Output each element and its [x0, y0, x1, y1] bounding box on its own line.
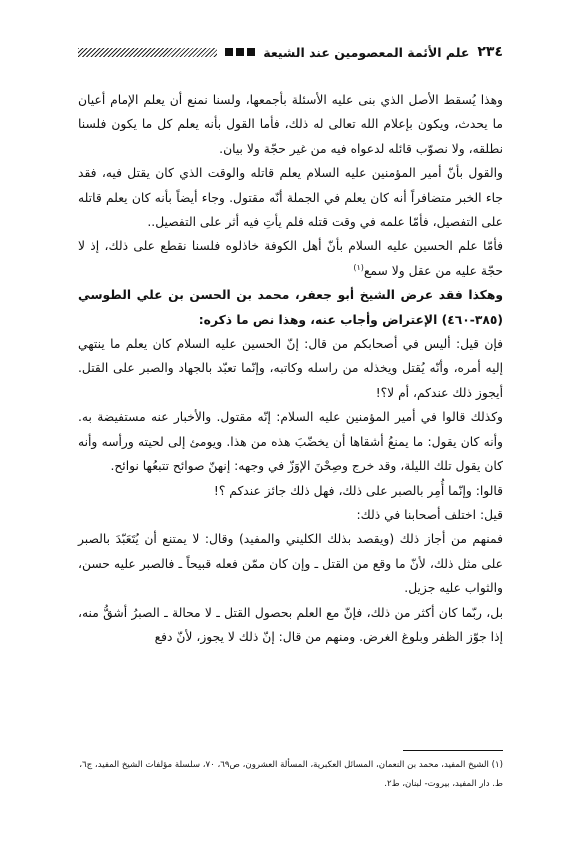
paragraph: بل، ربّما كان أكثر من ذلك، فإنّ مع العلم بحصول القتل ـ لا محالة ـ الصبرُ أشقُّ منه، إذا جوّز الظفر وبلوغ الغرض. ومنهم من قال: إنّ ذلك لا يجوز، لأنّ دفع	[78, 605, 503, 644]
running-title: علم الأئمة المعصومين عند الشيعة	[263, 44, 470, 60]
footnote-divider	[403, 750, 503, 751]
page-body	[78, 88, 503, 649]
paragraph: فمنهم من أجاز ذلك (ويقصد بذلك الكليني والمفيد) وقال: لا يمتنع أن يُتَعَبّدَ بالصبر على مثل ذلك، لأنّ ما وقع من القتل ـ وإن كان ممّن فعله قبيحاً ـ فالصبر عليه حسن، والثواب عليه جزيل.	[78, 532, 503, 596]
running-header	[78, 40, 503, 64]
paragraph: قالوا: وإنّما أُمِر بالصبر على ذلك، فهل ذلك جائز عندكم ؟!	[213, 483, 503, 498]
footnote-marker: (١)	[353, 262, 364, 272]
paragraph: قيل: اختلف أصحابنا في ذلك:	[356, 507, 503, 522]
header-ornament-squares	[225, 48, 255, 56]
header-ornament-hatch	[78, 48, 217, 57]
footnote-line: ط. دار المفيد، بيروت- لبنان، ط٢.	[384, 779, 503, 789]
footnotes	[78, 756, 503, 794]
paragraph: والقول بأنّ أمير المؤمنين عليه السلام يعلم قاتله والوقت الذي كان يقتل فيه، فقد جاء الخبر متضافراً أنه كان يعلم في الجملة أنّه مقتول. وجاء أيضاً بأنه كان يعلم قاتله على التفصيل، فأمّا علمه في وقت قتله فلم يأتِ فيه أثر على التفصيل..	[78, 166, 503, 230]
paragraph: وكذلك قالوا في أمير المؤمنين عليه السلام: إنّه مقتول. والأخبار عنه مستفيضة به. وأنه كان يقول: ما يمنعُ أشقاها أن يخضّبَ هذه من هذا. ويومئ إلى لحيته ورأسه وأنه كان يقول تلك الليلة، وقد خرج وصِحْنَ الإوَزّ في وجهه: إنهنّ صوائح تتبعُها نوائح.	[78, 410, 503, 474]
paragraph	[78, 234, 503, 283]
paragraph: فإن قيل: أليس في أصحابكم من قال: إنّ الحسين عليه السلام كان يعلم ما ينتهي إليه أمره، وأنّه يُقتل ويخذله من راسله وكاتبه، وإنّما تعبّد بالجهاد والصبر على القتل. أيجوز ذلك عندكم، أم لا؟!	[78, 337, 503, 400]
page-number: ٢٣٤	[477, 44, 503, 60]
bold-intro-paragraph: وهكذا فقد عرض الشيخ أبو جعفر، محمد بن الحسن بن علي الطوسي (٣٨٥-٤٦٠) الإعتراض وأجاب عنه، وهذا نص ما ذكره:	[78, 288, 503, 327]
footnote-line: (١) الشيخ المفيد، محمد بن النعمان، المسائل العكبرية، المسألة العشرون، ص٦٩، ٧٠، سلسلة مؤلفات الشيخ المفيد، ج٦،	[79, 760, 503, 770]
paragraph: وهذا يُسقط الأصل الذي بنى عليه الأسئلة بأجمعها، ولسنا نمنع أن يعلم الإمام أعيان ما يحدث، ويكون بإعلام الله تعالى له ذلك، فأما القول بأنه يعلم كل ما يكون فلسنا نطلقه، ولا نصوّب قائله لدعواه فيه من غير حجّة ولا بيان.	[78, 93, 503, 156]
paragraph-text: فأمّا علم الحسين عليه السلام بأنّ أهل الكوفة خاذلوه فلسنا نقطع على ذلك، إذ لا حجّة عليه من عقل ولا سمع	[78, 239, 503, 278]
